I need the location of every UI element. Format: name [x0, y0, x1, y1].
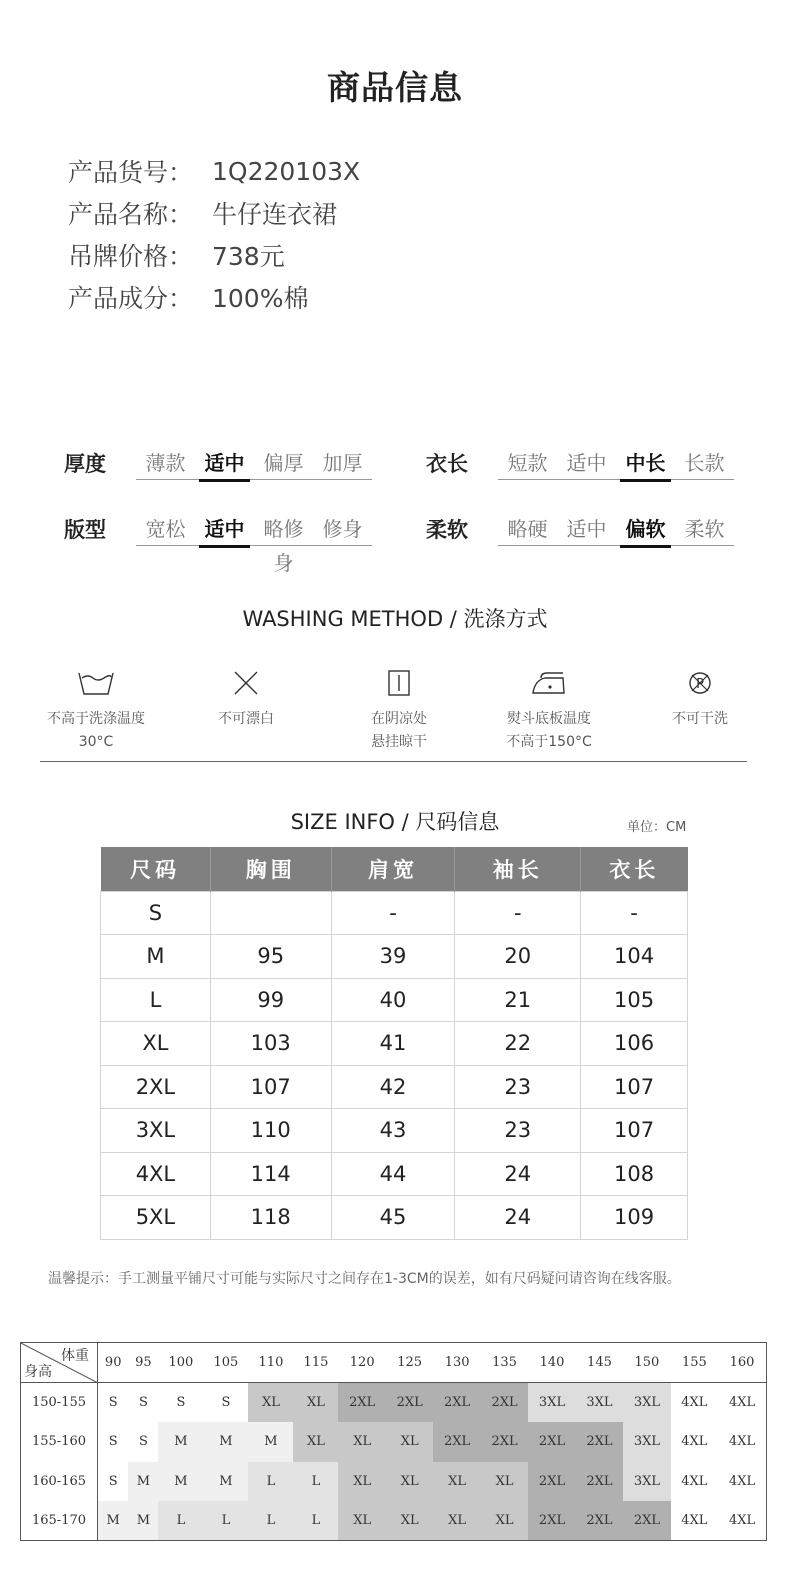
recommended-size-cell: 4XL	[671, 1383, 718, 1423]
wash-label: 不高于150°C	[506, 734, 592, 750]
attr-options	[136, 512, 372, 575]
attr-softness	[426, 509, 734, 549]
attr-options	[136, 446, 372, 480]
size-cell: S	[101, 891, 211, 935]
size-header: 袖长	[455, 847, 581, 891]
height-cell: 165-170	[21, 1501, 98, 1541]
weight-cell: 135	[481, 1343, 528, 1383]
measure-cell: 108	[581, 1152, 688, 1196]
measure-cell: 107	[581, 1109, 688, 1153]
recommended-size-cell: 4XL	[718, 1422, 766, 1462]
recommended-size-cell: S	[128, 1383, 158, 1423]
weight-cell: 150	[623, 1343, 670, 1383]
recommended-size-cell: 4XL	[671, 1501, 718, 1541]
recommended-size-cell: L	[158, 1501, 203, 1541]
recommended-size-cell: 2XL	[481, 1383, 528, 1423]
wash-label: 不可漂白	[218, 711, 274, 727]
weight-cell: 100	[158, 1343, 203, 1383]
attr-option: 适中	[566, 450, 607, 475]
recommended-size-cell: XL	[338, 1462, 385, 1502]
weight-cell: 140	[528, 1343, 575, 1383]
measure-cell: 105	[581, 978, 688, 1022]
recommended-size-cell: XL	[248, 1383, 293, 1423]
wash-label: 在阴凉处	[371, 711, 427, 727]
size-header: 尺码	[101, 847, 211, 891]
recommended-size-cell: XL	[293, 1383, 338, 1423]
recommended-size-cell: M	[248, 1422, 293, 1462]
recommended-size-cell: XL	[386, 1462, 433, 1502]
measure-cell: 106	[581, 1022, 688, 1066]
recommended-size-cell: L	[293, 1462, 338, 1502]
recommended-size-cell: S	[98, 1422, 129, 1462]
attr-name: 厚度	[64, 452, 106, 476]
table-row	[101, 935, 688, 979]
size-cell: 5XL	[101, 1196, 211, 1240]
measure-cell: 45	[331, 1196, 455, 1240]
table-row	[21, 1501, 767, 1541]
measure-cell: 107	[581, 1065, 688, 1109]
recommended-size-cell: 4XL	[671, 1462, 718, 1502]
table-row	[101, 1152, 688, 1196]
wash-item-bleach	[171, 668, 321, 731]
recommended-size-cell: 3XL	[623, 1422, 670, 1462]
attr-option: 长款	[684, 450, 725, 475]
page-title: 商品信息	[327, 68, 463, 107]
recommended-size-cell: M	[158, 1422, 203, 1462]
recommended-size-cell: L	[203, 1501, 248, 1541]
measure-cell: 39	[331, 935, 455, 979]
attr-fit	[64, 509, 372, 575]
measure-cell: -	[331, 891, 455, 935]
recommended-size-cell: XL	[433, 1462, 480, 1502]
weight-cell: 130	[433, 1343, 480, 1383]
washing-title: WASHING METHOD / 洗涤方式	[242, 607, 548, 631]
attr-name: 版型	[64, 518, 106, 542]
recommended-size-cell: XL	[386, 1501, 433, 1541]
measure-cell: 109	[581, 1196, 688, 1240]
info-value: 738元	[212, 242, 285, 271]
info-label: 产品成分：	[68, 284, 194, 313]
attr-name: 柔软	[426, 518, 468, 542]
size-cell: L	[101, 978, 211, 1022]
measure-cell: 44	[331, 1152, 455, 1196]
measure-cell: 118	[210, 1196, 331, 1240]
wash-label: 30°C	[78, 734, 114, 750]
tip-text: 温馨提示：手工测量平铺尺寸可能与实际尺寸之间存在1-3CM的误差，如有尺码疑问请咨询在线客服。	[48, 1271, 681, 1287]
recommended-size-cell: M	[128, 1501, 158, 1541]
attr-option: 修身	[322, 516, 363, 541]
attr-options	[498, 446, 734, 480]
measure-cell: 23	[455, 1065, 581, 1109]
table-row	[101, 891, 688, 935]
recommended-size-cell: 3XL	[623, 1462, 670, 1502]
recommended-size-cell: S	[98, 1383, 129, 1423]
recommended-size-cell: 2XL	[576, 1501, 623, 1541]
recommended-size-cell: 3XL	[576, 1383, 623, 1423]
attr-option: 偏厚	[263, 450, 304, 475]
weight-cell: 110	[248, 1343, 293, 1383]
recommended-size-cell: 2XL	[576, 1462, 623, 1502]
weight-cell: 105	[203, 1343, 248, 1383]
wash-item-dry	[324, 668, 474, 754]
attr-option: 柔软	[684, 516, 725, 541]
attr-option: 短款	[507, 450, 548, 475]
attr-options	[498, 512, 734, 546]
measure-cell: -	[455, 891, 581, 935]
size-cell: XL	[101, 1022, 211, 1066]
recommended-size-cell: 2XL	[528, 1501, 575, 1541]
wash-label: 熨斗底板温度	[507, 711, 591, 727]
weight-cell: 90	[98, 1343, 129, 1383]
recommended-size-cell: M	[128, 1462, 158, 1502]
recommended-size-cell: 4XL	[671, 1422, 718, 1462]
table-row	[101, 978, 688, 1022]
measure-cell: 99	[210, 978, 331, 1022]
recommended-size-cell: 2XL	[528, 1462, 575, 1502]
recommended-size-cell: XL	[386, 1422, 433, 1462]
measure-cell: 103	[210, 1022, 331, 1066]
weight-cell: 155	[671, 1343, 718, 1383]
attr-option: 宽松	[145, 516, 186, 541]
wash-label: 悬挂晾干	[371, 734, 427, 750]
attr-option-selected: 偏软	[616, 512, 675, 546]
attr-option-selected: 中长	[616, 446, 675, 480]
recommended-size-cell: M	[203, 1462, 248, 1502]
measure-cell: 23	[455, 1109, 581, 1153]
recommended-size-cell: 2XL	[481, 1422, 528, 1462]
recommended-size-cell: XL	[338, 1422, 385, 1462]
attr-option: 薄款	[145, 450, 186, 475]
attr-option-selected: 适中	[195, 446, 254, 480]
size-header: 衣长	[581, 847, 688, 891]
table-row	[101, 1109, 688, 1153]
attr-name: 衣长	[426, 452, 468, 476]
measure-cell: 21	[455, 978, 581, 1022]
corner-cell	[21, 1343, 98, 1383]
table-row	[21, 1462, 767, 1502]
size-cell: M	[101, 935, 211, 979]
no-bleach-icon	[231, 668, 261, 698]
recommendation-header	[21, 1343, 767, 1383]
recommended-size-cell: M	[158, 1462, 203, 1502]
measure-cell: 24	[455, 1196, 581, 1240]
recommended-size-cell: 2XL	[528, 1422, 575, 1462]
wash-item-temp	[21, 668, 171, 754]
recommended-size-cell: 3XL	[623, 1383, 670, 1423]
size-cell: 3XL	[101, 1109, 211, 1153]
measure-cell: 22	[455, 1022, 581, 1066]
recommended-size-cell: 4XL	[718, 1501, 766, 1541]
info-row-name	[68, 192, 360, 234]
recommended-size-cell: L	[293, 1501, 338, 1541]
table-row	[101, 1022, 688, 1066]
unit-label: 单位：CM	[627, 820, 687, 835]
recommended-size-cell: L	[248, 1501, 293, 1541]
weight-cell: 95	[128, 1343, 158, 1383]
attr-thickness	[64, 443, 372, 483]
recommended-size-cell: S	[203, 1383, 248, 1423]
measure-cell: 20	[455, 935, 581, 979]
wash-label: 不高于洗涤温度	[47, 711, 145, 727]
wash-tub-icon	[76, 668, 116, 698]
info-label: 产品名称：	[68, 200, 194, 229]
size-header: 胸围	[210, 847, 331, 891]
info-value: 1Q220103X	[212, 156, 361, 186]
iron-icon	[529, 668, 569, 698]
recommended-size-cell: M	[98, 1501, 129, 1541]
attr-option: 加厚	[322, 450, 363, 475]
svg-text:P: P	[696, 677, 704, 692]
attr-length	[426, 443, 734, 483]
recommended-size-cell: L	[248, 1462, 293, 1502]
height-cell: 160-165	[21, 1462, 98, 1502]
measure-cell	[210, 891, 331, 935]
measure-cell: 95	[210, 935, 331, 979]
measure-cell: 104	[581, 935, 688, 979]
recommended-size-cell: XL	[481, 1462, 528, 1502]
recommended-size-cell: XL	[338, 1501, 385, 1541]
measure-cell: 40	[331, 978, 455, 1022]
height-cell: 150-155	[21, 1383, 98, 1423]
recommended-size-cell: XL	[481, 1501, 528, 1541]
measure-cell: 114	[210, 1152, 331, 1196]
info-value: 100%棉	[212, 284, 309, 313]
attr-option: 适中	[566, 516, 607, 541]
recommended-size-cell: S	[128, 1422, 158, 1462]
recommended-size-cell: XL	[433, 1501, 480, 1541]
size-table	[100, 847, 688, 1240]
recommended-size-cell: 4XL	[718, 1462, 766, 1502]
size-recommendation-table	[20, 1342, 767, 1541]
weight-cell: 160	[718, 1343, 766, 1383]
wash-item-dryclean	[625, 668, 775, 731]
recommended-size-cell: XL	[293, 1422, 338, 1462]
size-cell: 2XL	[101, 1065, 211, 1109]
recommended-size-cell: 2XL	[433, 1383, 480, 1423]
height-cell: 155-160	[21, 1422, 98, 1462]
size-header: 肩宽	[331, 847, 455, 891]
measure-cell: -	[581, 891, 688, 935]
info-row-sku	[68, 150, 360, 192]
weight-label: 体重	[61, 1348, 89, 1364]
no-dry-clean-icon	[685, 668, 715, 698]
measure-cell: 107	[210, 1065, 331, 1109]
recommended-size-cell: S	[158, 1383, 203, 1423]
measure-cell: 24	[455, 1152, 581, 1196]
weight-cell: 115	[293, 1343, 338, 1383]
measure-cell: 42	[331, 1065, 455, 1109]
line-dry-shade-icon	[384, 668, 414, 698]
info-label: 吊牌价格：	[68, 242, 194, 271]
product-info	[68, 150, 360, 318]
weight-cell: 145	[576, 1343, 623, 1383]
recommended-size-cell: M	[203, 1422, 248, 1462]
recommended-size-cell: 2XL	[386, 1383, 433, 1423]
table-row	[21, 1422, 767, 1462]
recommended-size-cell: 4XL	[718, 1383, 766, 1423]
size-info-title: SIZE INFO / 尺码信息	[290, 810, 500, 834]
recommended-size-cell: S	[98, 1462, 129, 1502]
size-cell: 4XL	[101, 1152, 211, 1196]
recommended-size-cell: 3XL	[528, 1383, 575, 1423]
table-row	[101, 1065, 688, 1109]
recommended-size-cell: 2XL	[576, 1422, 623, 1462]
attr-option: 略硬	[507, 516, 548, 541]
attr-option: 略修身	[263, 516, 304, 575]
attr-option-selected: 适中	[195, 512, 254, 546]
measure-cell: 43	[331, 1109, 455, 1153]
info-label: 产品货号：	[68, 158, 194, 187]
table-row	[21, 1383, 767, 1423]
weight-cell: 120	[338, 1343, 385, 1383]
recommended-size-cell: 2XL	[338, 1383, 385, 1423]
recommended-size-cell: 2XL	[433, 1422, 480, 1462]
measure-cell: 41	[331, 1022, 455, 1066]
measure-cell: 110	[210, 1109, 331, 1153]
info-row-material	[68, 276, 360, 318]
recommended-size-cell: 2XL	[623, 1501, 670, 1541]
divider	[40, 761, 747, 762]
info-value: 牛仔连衣裙	[212, 200, 338, 229]
info-row-price	[68, 234, 360, 276]
wash-label: 不可干洗	[672, 711, 728, 727]
height-label: 身高	[24, 1364, 52, 1380]
size-table-header	[101, 847, 688, 891]
table-row	[101, 1196, 688, 1240]
weight-cell: 125	[386, 1343, 433, 1383]
wash-item-iron	[474, 668, 624, 754]
